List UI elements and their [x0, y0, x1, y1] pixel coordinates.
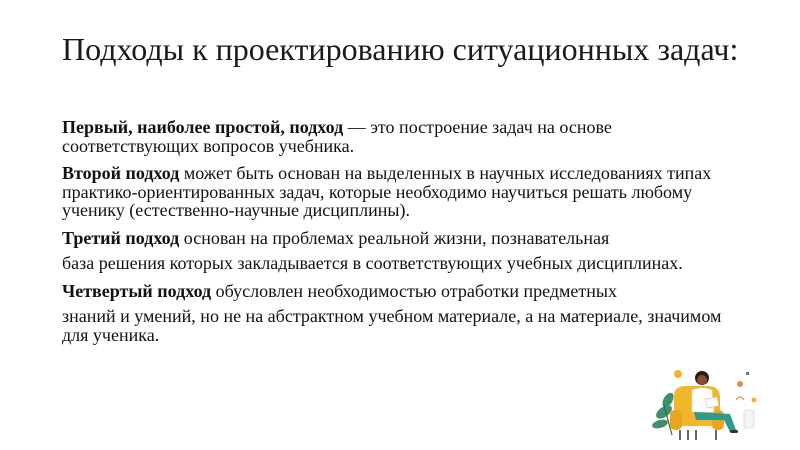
approach-1-heading: Первый, наиболее простой, подход [62, 117, 344, 137]
approach-3-text: основан на проблемах реальной жизни, познавательная [179, 227, 610, 248]
approach-4-text-continued: знаний и умений, но не на абстрактном учебном материале, а на материале, значимом для ученика. [62, 306, 722, 345]
paragraph-approach-2 [62, 164, 752, 220]
approach-4-text: обусловлен необходимостью отработки предметных [211, 280, 618, 301]
approach-2-text: может быть основан на выделенных в научных исследованиях типах практико-ориентированных задач, которые необходимо научиться решать любому ученику (естественно-научные дисциплины). [62, 163, 712, 220]
approach-3-text-continued: база решения которых закладывается в соответствующих учебных дисциплинах. [62, 253, 683, 273]
paragraph-approach-4 [62, 282, 752, 345]
paragraph-approach-1 [62, 118, 752, 155]
slide-body [62, 118, 752, 353]
woman-reading-in-armchair-illustration [650, 360, 770, 445]
approach-3-heading: Третий подход [62, 227, 180, 248]
slide-title: Подходы к проектированию ситуационных задач: [62, 31, 739, 67]
paragraph-approach-3 [62, 229, 752, 273]
approach-1-text: — это построение задач на основе соответствующих вопросов учебника. [62, 117, 612, 156]
approach-2-heading: Второй подход [62, 163, 180, 183]
approach-4-heading: Четвертый подход [62, 280, 212, 301]
